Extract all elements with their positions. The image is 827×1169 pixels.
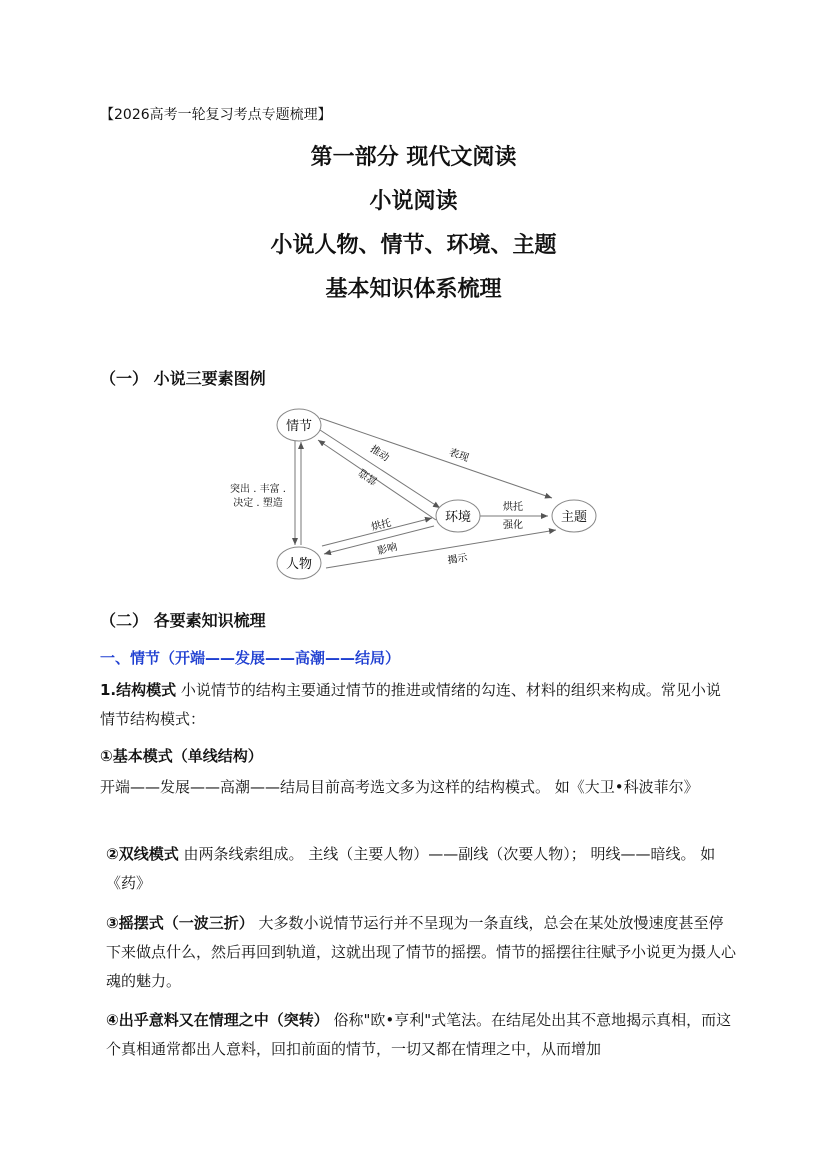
mode4-text: 俗称"欧•亨利"式笔法。在结尾处出其不意地揭示真相，而这个真相通常都出人意料，回扣前面的情节，一切又都在情理之中，从而增加 <box>106 1011 732 1058</box>
mode1-heading <box>100 742 730 771</box>
three-elements-diagram <box>222 400 612 590</box>
label-foil-pe: 烘托 <box>370 517 393 534</box>
node-plot-label: 情节 <box>285 419 313 434</box>
label-left2: 决定 . 塑造 <box>233 498 283 509</box>
mode1-body: 开端——发展——高潮——结局目前高考选文多为这样的结构模式。 如《大卫•科波菲尔》 <box>100 778 699 796</box>
label-strengthen: 强化 <box>503 520 523 531</box>
label-scene: 营造 <box>357 466 381 487</box>
paragraph-structure <box>100 676 730 734</box>
node-theme-label: 主题 <box>560 510 588 525</box>
mode3-text: 大多数小说情节运行并不呈现为一条直线，总会在某处放慢速度甚至停下来做点什么，然后再回到轨道，这就出现了情节的摇摆。情节的摇摆往往赋予小说更为摄人心魂的魅力。 <box>106 914 737 990</box>
label-foil-et: 烘托 <box>503 502 523 513</box>
mode1-title: ①基本模式（单线结构） <box>100 747 263 765</box>
part-title: 第一部分 现代文阅读 <box>310 145 517 170</box>
mode3-paragraph <box>100 909 736 996</box>
mode2-text: 由两条线索组成。 主线（主要人物）——副线（次要人物）； 明线——暗线。 如《药》 <box>106 845 716 892</box>
topic-title: 小说人物、情节、环境、主题 <box>270 233 557 258</box>
mode2-paragraph <box>100 840 736 898</box>
mode2-title: ②双线模式 <box>106 845 179 863</box>
edge-plot-theme <box>320 418 552 498</box>
label-dev: 推动 <box>367 443 391 464</box>
section1-heading: （一） 小说三要素图例 <box>100 369 266 388</box>
edge-plot-env-a <box>320 430 440 508</box>
mode4-title: ④出乎意料又在情理之中（突转） <box>106 1011 329 1029</box>
label-expr: 表现 <box>447 447 471 465</box>
structure-text: 小说情节的结构主要通过情节的推进或情绪的勾连、材料的组织来构成。常见小说情节结构模式： <box>100 681 721 728</box>
section-title: 小说阅读 <box>369 189 458 214</box>
plot-heading: 一、情节（开端——发展——高潮——结局） <box>100 649 401 667</box>
mode3-title: ③摇摆式（一波三折） <box>106 914 254 932</box>
node-person-label: 人物 <box>285 557 313 572</box>
label-reveal: 揭示 <box>446 552 469 567</box>
section2-heading: （二） 各要素知识梳理 <box>100 611 266 630</box>
structure-lead: 1.结构模式 <box>100 681 177 699</box>
mode4-paragraph <box>100 1006 736 1064</box>
header-tag: 【2026高考一轮复习考点专题梳理】 <box>100 107 332 123</box>
subtitle: 基本知识体系梳理 <box>325 277 502 302</box>
node-env-label: 环境 <box>444 510 472 525</box>
label-left1: 突出 . 丰富 . <box>230 484 286 495</box>
label-influence: 影响 <box>376 541 399 558</box>
